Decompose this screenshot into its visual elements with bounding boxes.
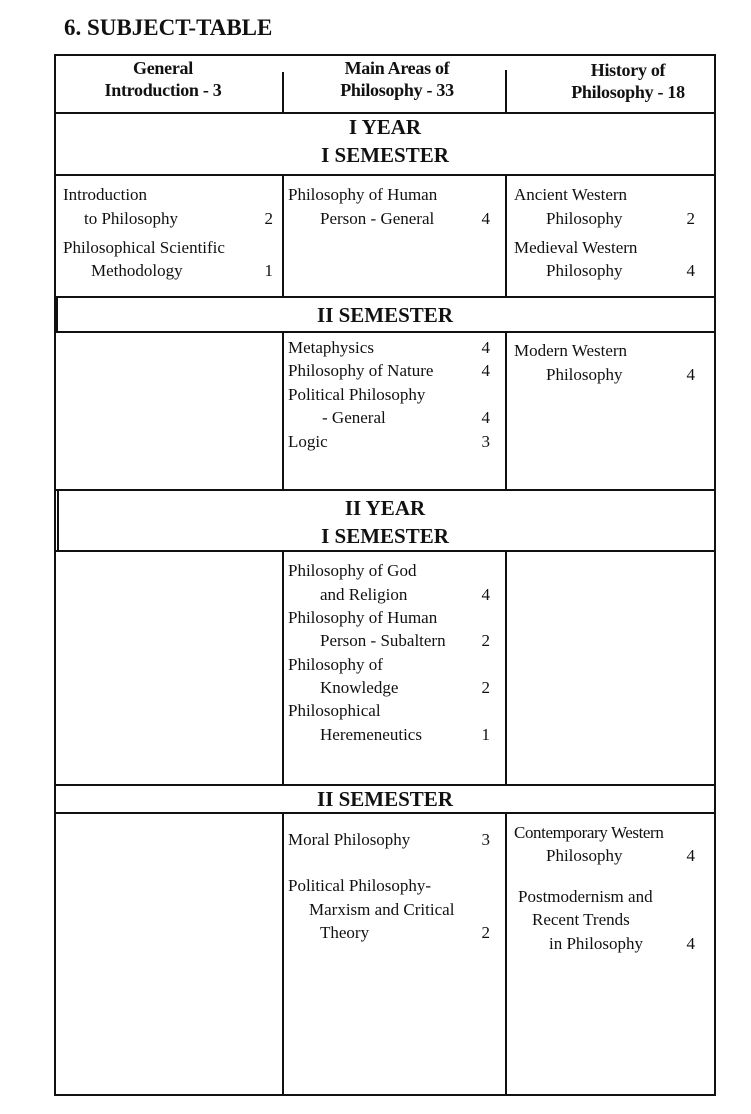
column-divider: [282, 72, 284, 113]
course-line: Ancient Western: [514, 185, 628, 204]
divider: [54, 812, 716, 814]
table-border-left: [54, 54, 56, 1096]
column-divider: [505, 551, 507, 785]
course-line: Philosophy of God: [288, 561, 417, 580]
course-credits: 2: [481, 923, 490, 942]
divider: [54, 296, 716, 298]
course-credits: 4: [481, 209, 490, 228]
course-line: Moral Philosophy: [288, 830, 411, 849]
course-line: Philosophical Scientific: [63, 238, 225, 257]
header-line: Introduction - 3: [104, 80, 222, 100]
column-divider: [282, 813, 284, 1095]
course-credits: 4: [481, 585, 490, 604]
course-line: Person - General: [320, 209, 435, 228]
course-line: Philosophy: [546, 209, 623, 228]
course-line: Philosophy of Nature: [288, 361, 434, 380]
course-line: Medieval Western: [514, 238, 638, 257]
course-line: Philosophy of: [288, 655, 383, 674]
table-border-right: [714, 54, 716, 1096]
header-line: Philosophy - 18: [571, 82, 685, 102]
column-divider: [505, 813, 507, 1095]
course-credits: 1: [481, 725, 490, 744]
course-line: Recent Trends: [532, 910, 630, 929]
course-credits: 4: [686, 261, 695, 280]
course-credits: 4: [481, 408, 490, 427]
divider: [54, 112, 716, 114]
course-line: Theory: [320, 923, 370, 942]
course-line: to Philosophy: [84, 209, 178, 228]
course-credits: 2: [264, 209, 273, 228]
course-credits: 1: [264, 261, 273, 280]
column-divider: [282, 551, 284, 785]
course-line: Modern Western: [514, 341, 628, 360]
course-credits: 4: [686, 365, 695, 384]
course-line: Person - Subaltern: [320, 631, 446, 650]
table-border-bottom: [54, 1094, 716, 1096]
column-divider: [282, 175, 284, 297]
page-title: 6. SUBJECT-TABLE: [64, 15, 273, 40]
course-line: Metaphysics: [288, 338, 374, 357]
course-line: and Religion: [320, 585, 408, 604]
divider: [54, 489, 716, 491]
course-line: - General: [322, 408, 386, 427]
course-credits: 2: [481, 631, 490, 650]
course-line: Philosophy of Human: [288, 185, 438, 204]
course-line: Knowledge: [320, 678, 399, 697]
section-i-year-i-semester: I SEMESTER: [321, 143, 449, 167]
section-i-year-ii-semester: II SEMESTER: [317, 303, 453, 327]
header-history: [518, 59, 738, 103]
header-main-areas: [287, 57, 507, 101]
course-line: Political Philosophy: [288, 385, 426, 404]
course-line: Marxism and Critical: [309, 900, 455, 919]
header-line: Philosophy - 33: [340, 80, 454, 100]
course-line: Contemporary Western: [514, 823, 664, 842]
header-line: General: [133, 58, 193, 78]
column-divider: [505, 175, 507, 297]
course-line: Philosophy of Human: [288, 608, 438, 627]
section-ii-year-i-semester: I SEMESTER: [321, 524, 449, 548]
course-line: Political Philosophy-: [288, 876, 432, 895]
column-divider: [505, 332, 507, 490]
course-credits: 3: [481, 432, 490, 451]
divider: [54, 331, 716, 333]
course-line: Methodology: [91, 261, 183, 280]
course-credits: 4: [686, 846, 695, 865]
course-credits: 2: [481, 678, 490, 697]
table-border-top: [54, 54, 716, 56]
course-credits: 2: [686, 209, 695, 228]
course-line: Heremeneutics: [320, 725, 422, 744]
course-credits: 4: [686, 934, 695, 953]
course-credits: 4: [481, 361, 490, 380]
course-line: Philosophy: [546, 261, 623, 280]
course-line: Philosophy: [546, 846, 623, 865]
section-i-year: I YEAR: [348, 115, 422, 139]
section-ii-year: II YEAR: [344, 496, 426, 520]
divider: [54, 784, 716, 786]
course-line: Philosophy: [546, 365, 623, 384]
course-line: Postmodernism and: [518, 887, 653, 906]
header-general-introduction: [53, 57, 273, 101]
course-line: Philosophical: [288, 701, 381, 720]
column-divider: [282, 332, 284, 490]
header-line: History of: [590, 60, 666, 80]
divider: [54, 550, 716, 552]
course-credits: 3: [481, 830, 490, 849]
course-line: in Philosophy: [549, 934, 643, 953]
section-ii-year-ii-semester: II SEMESTER: [317, 787, 453, 811]
header-line: Main Areas of: [344, 58, 450, 78]
course-credits: 4: [481, 338, 490, 357]
course-line: Introduction: [63, 185, 148, 204]
course-line: Logic: [288, 432, 328, 451]
divider: [54, 174, 716, 176]
